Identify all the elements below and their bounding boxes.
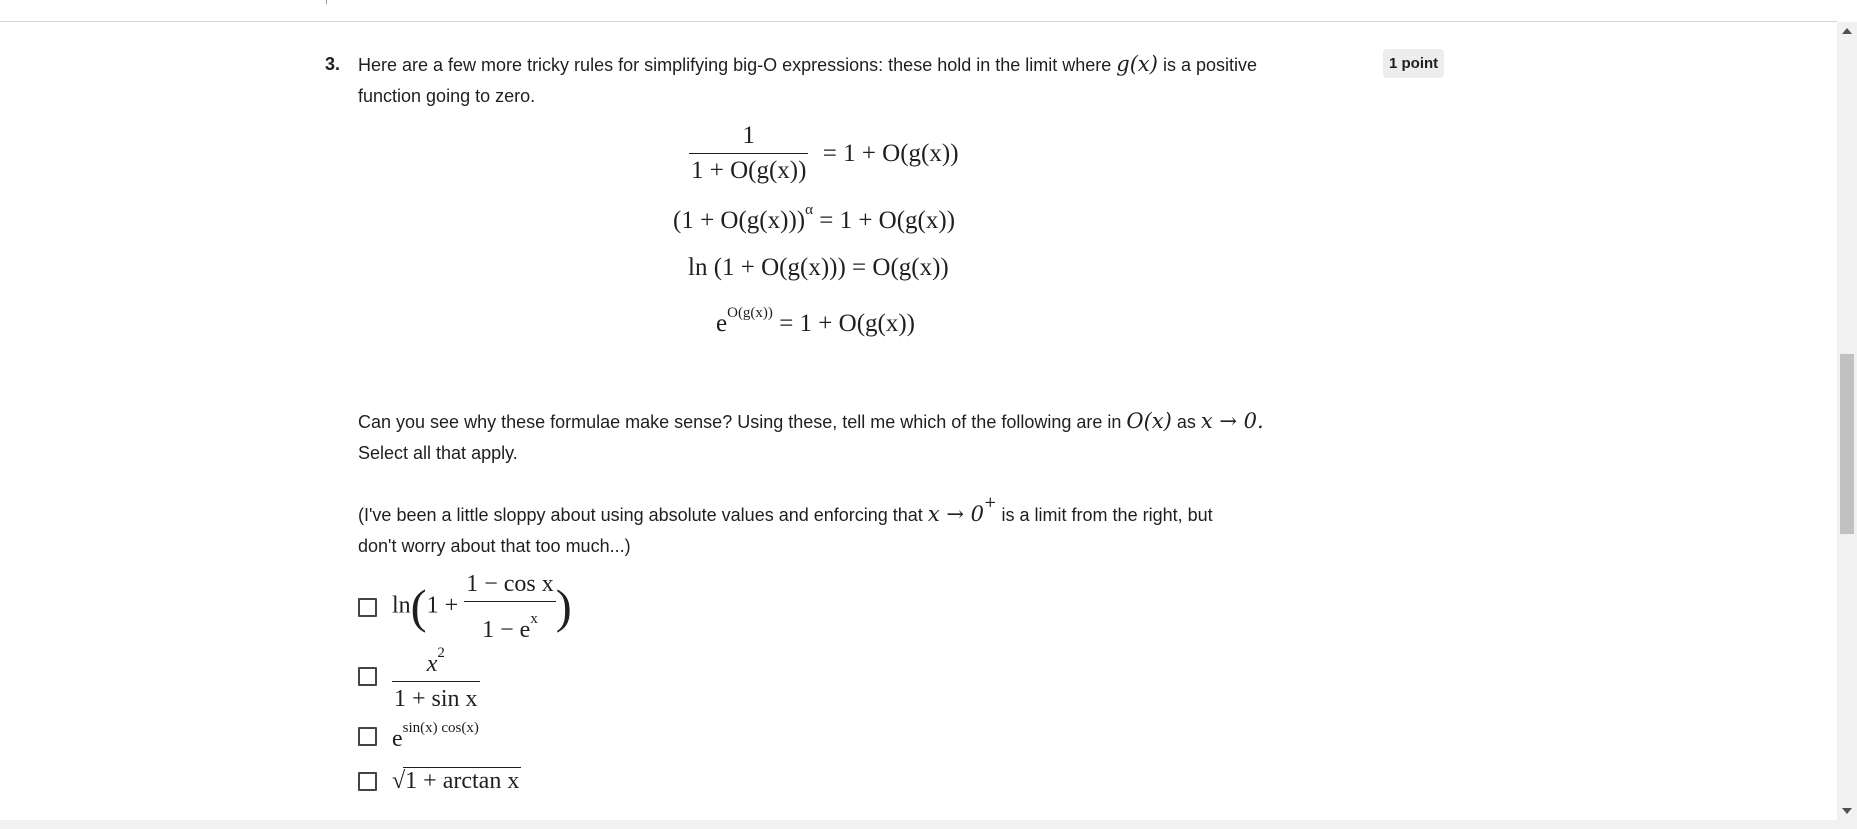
question-note: (I've been a little sloppy about using absolute values and enforcing that x → 0+ is a limit from the right, but don't worry about that too much...) [358, 493, 1213, 556]
option-1[interactable] [358, 570, 572, 644]
toolbar-divider [326, 0, 327, 4]
scroll-down-arrow-icon[interactable] [1842, 808, 1852, 814]
option-3[interactable] [358, 720, 479, 753]
option-2-expression: $\frac{x^2}{\text{1 + sin x}}$ [392, 639, 480, 713]
vertical-scrollbar[interactable] [1837, 22, 1857, 820]
option-2[interactable] [358, 639, 480, 713]
option-3-expression: $e^{sin(x) cos(x)}$ [392, 720, 479, 752]
scroll-up-arrow-icon[interactable] [1842, 28, 1852, 34]
question-intro: Here are a few more tricky rules for simplifying big-O expressions: these hold in the limit where g(x) is a positive function going to zero. [358, 52, 1258, 106]
horizontal-scrollbar[interactable] [0, 820, 1857, 829]
option-4-checkbox[interactable] [358, 772, 377, 791]
quiz-content [0, 22, 1837, 820]
rule-2: $(1 + O(g(x)))^\alpha = 1 + O(g(x))$ [673, 202, 956, 234]
rule-1-fraction: $\frac{1}{1 + O(g(x))}$ [691, 122, 807, 184]
option-4[interactable] [358, 767, 521, 795]
option-3-checkbox[interactable] [358, 727, 377, 746]
option-4-expression: √1 + arctan x [392, 768, 520, 794]
option-1-checkbox[interactable] [358, 598, 377, 617]
option-1-expression: ln(1 + $\frac{\text{1 − cos x}}{1 - e^x}$ ) [392, 571, 572, 643]
rule-3: ln (1 + O(g(x))) = O(g(x)) [688, 254, 949, 281]
scrollbar-thumb[interactable] [1840, 354, 1854, 534]
points-badge: 1 point [1383, 49, 1444, 78]
sqrt-sign: √ [392, 768, 406, 794]
top-toolbar [0, 0, 1837, 22]
question-prompt: Can you see why these formulae make sense? Using these, tell me which of the following are in O(x) as x → 0. Select all that apply. [358, 409, 1264, 463]
intro-math: g(x) [1116, 52, 1158, 76]
rule-4: $e^{O(g(x))} = 1 + O(g(x))$ [716, 305, 915, 337]
option-2-checkbox[interactable] [358, 667, 377, 686]
question-number: 3. [325, 54, 341, 74]
rule-1: $\frac{1}{1 + O(g(x))}$ = 1 + O(g(x)) [691, 122, 959, 184]
